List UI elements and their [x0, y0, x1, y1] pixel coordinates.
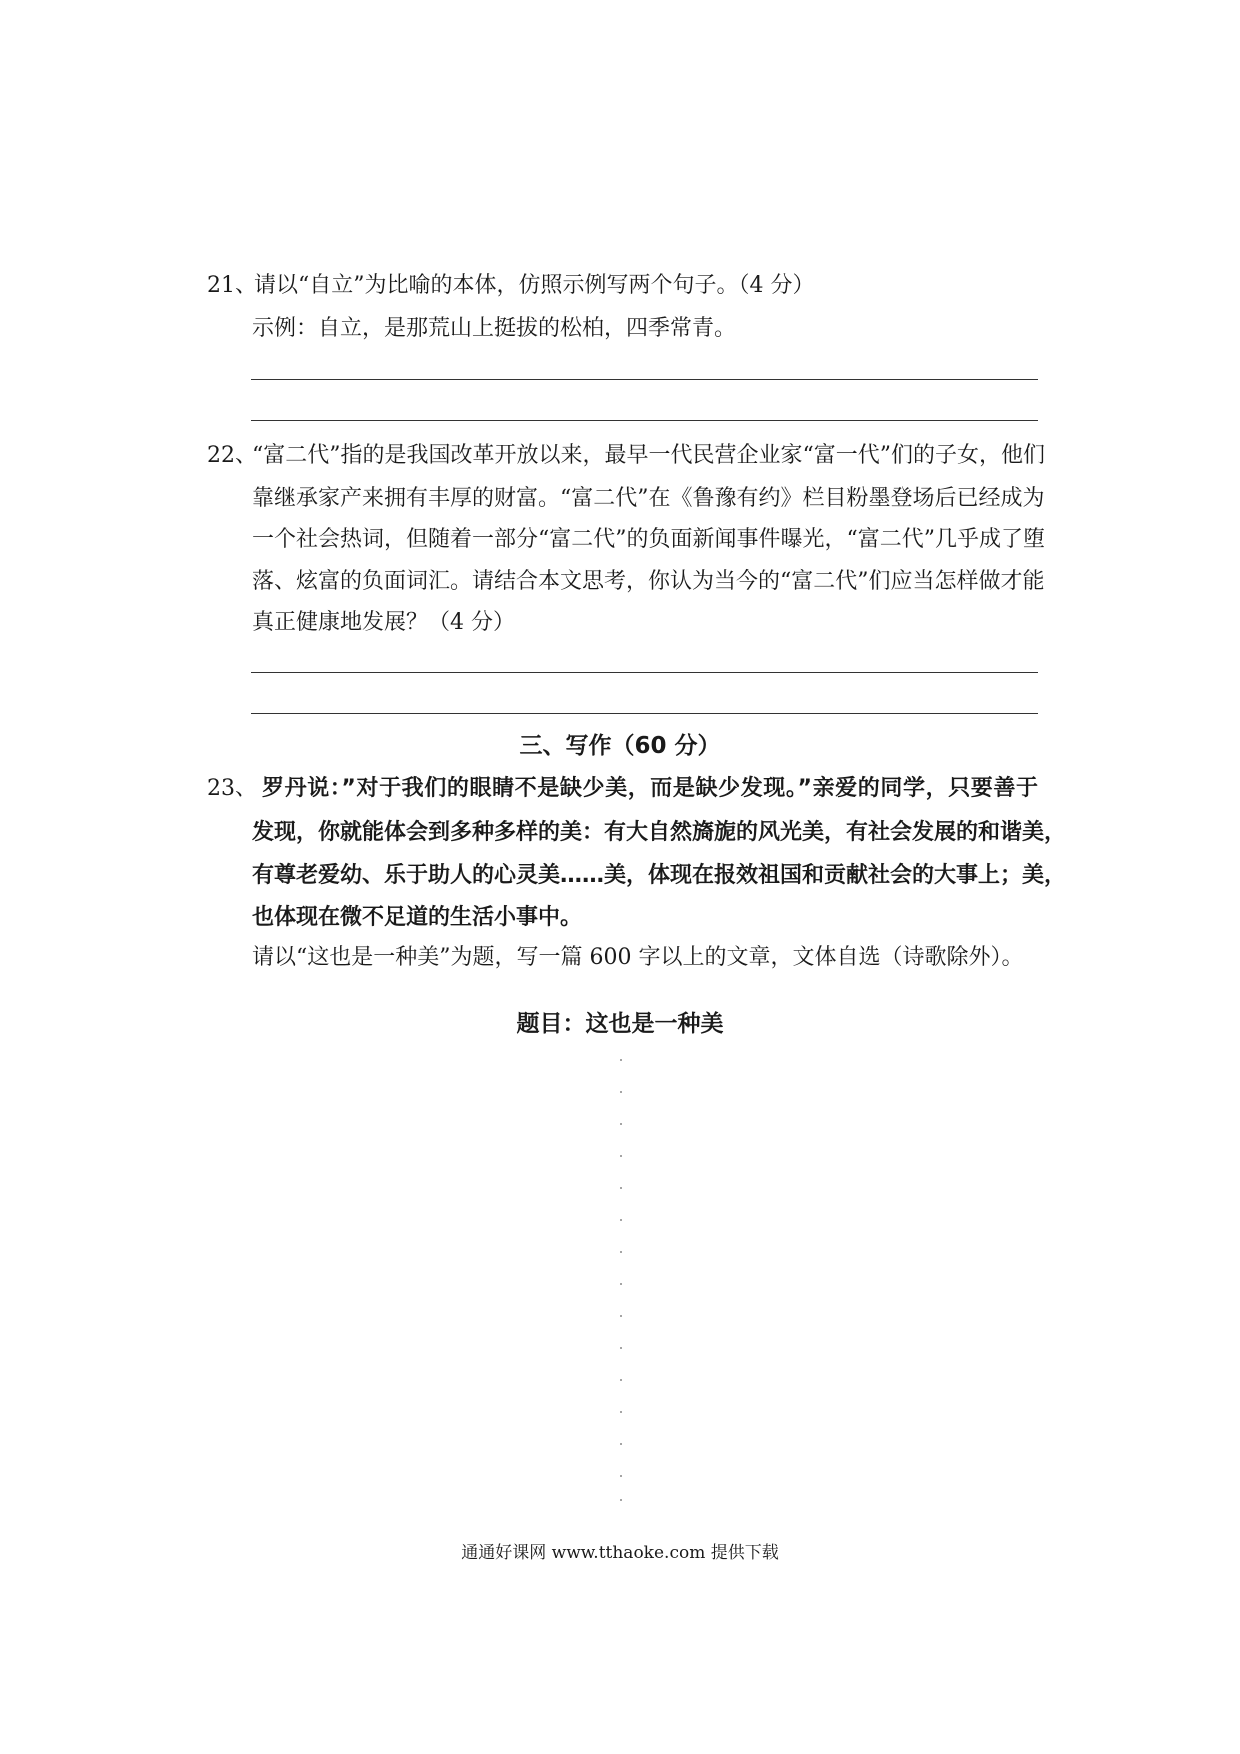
guide-dot	[620, 1499, 622, 1501]
answer-line-22-2[interactable]	[251, 713, 1038, 714]
guide-dot	[620, 1475, 622, 1477]
footer-source: 通通好课网 www.tthaoke.com 提供下载	[461, 1543, 779, 1563]
question-21-example: 示例：自立，是那荒山上挺拔的松柏，四季常青。	[252, 316, 737, 341]
question-22-line-4: 落、炫富的负面词汇。请结合本文思考，你认为当今的“富二代”们应当怎样做才能	[252, 569, 1045, 594]
section-heading-writing: 三、写作（60 分）	[519, 733, 721, 759]
guide-dot	[620, 1123, 622, 1125]
question-23-line-1: 罗丹说：”对于我们的眼睛不是缺少美，而是缺少发现。”亲爱的同学，只要善于	[262, 776, 1038, 801]
guide-dot	[620, 1283, 622, 1285]
question-23-line-2: 发现，你就能体会到多种多样的美：有大自然旖旎的风光美，有社会发展的和谐美，	[252, 820, 1067, 845]
guide-dot	[620, 1379, 622, 1381]
guide-dot	[620, 1251, 622, 1253]
question-22-line-1: “富二代”指的是我国改革开放以来，最早一代民营企业家“富一代”们的子女，他们	[252, 443, 1045, 468]
guide-dot	[620, 1155, 622, 1157]
question-21-number: 21、	[207, 273, 257, 298]
guide-dot	[620, 1091, 622, 1093]
question-22-line-2: 靠继承家产来拥有丰厚的财富。“富二代”在《鲁豫有约》栏目粉墨登场后已经成为	[252, 486, 1045, 511]
question-23-line-3: 有尊老爱幼、乐于助人的心灵美……美，体现在报效祖国和贡献社会的大事上；美，	[252, 863, 1067, 888]
essay-title: 题目：这也是一种美	[516, 1011, 724, 1037]
answer-line-22-1[interactable]	[251, 672, 1038, 673]
guide-dot	[620, 1443, 622, 1445]
question-21-prompt: 请以“自立”为比喻的本体，仿照示例写两个句子。（4 分）	[254, 273, 815, 298]
answer-line-21-1[interactable]	[251, 379, 1038, 380]
guide-dot	[620, 1347, 622, 1349]
guide-dot	[620, 1315, 622, 1317]
question-23-number: 23、	[207, 776, 257, 801]
answer-line-21-2[interactable]	[251, 420, 1038, 421]
guide-dot	[620, 1219, 622, 1221]
question-22-line-3: 一个社会热词，但随着一部分“富二代”的负面新闻事件曝光，“富二代”几乎成了堕	[252, 527, 1045, 552]
question-23-instruction: 请以“这也是一种美”为题，写一篇 600 字以上的文章，文体自选（诗歌除外）。	[252, 945, 1024, 970]
guide-dot	[620, 1059, 622, 1061]
question-23-line-4: 也体现在微不足道的生活小事中。	[252, 905, 583, 930]
question-22-line-5: 真正健康地发展？（4 分）	[252, 610, 515, 635]
guide-dot	[620, 1411, 622, 1413]
guide-dot	[620, 1187, 622, 1189]
question-22-number: 22、	[207, 443, 257, 468]
